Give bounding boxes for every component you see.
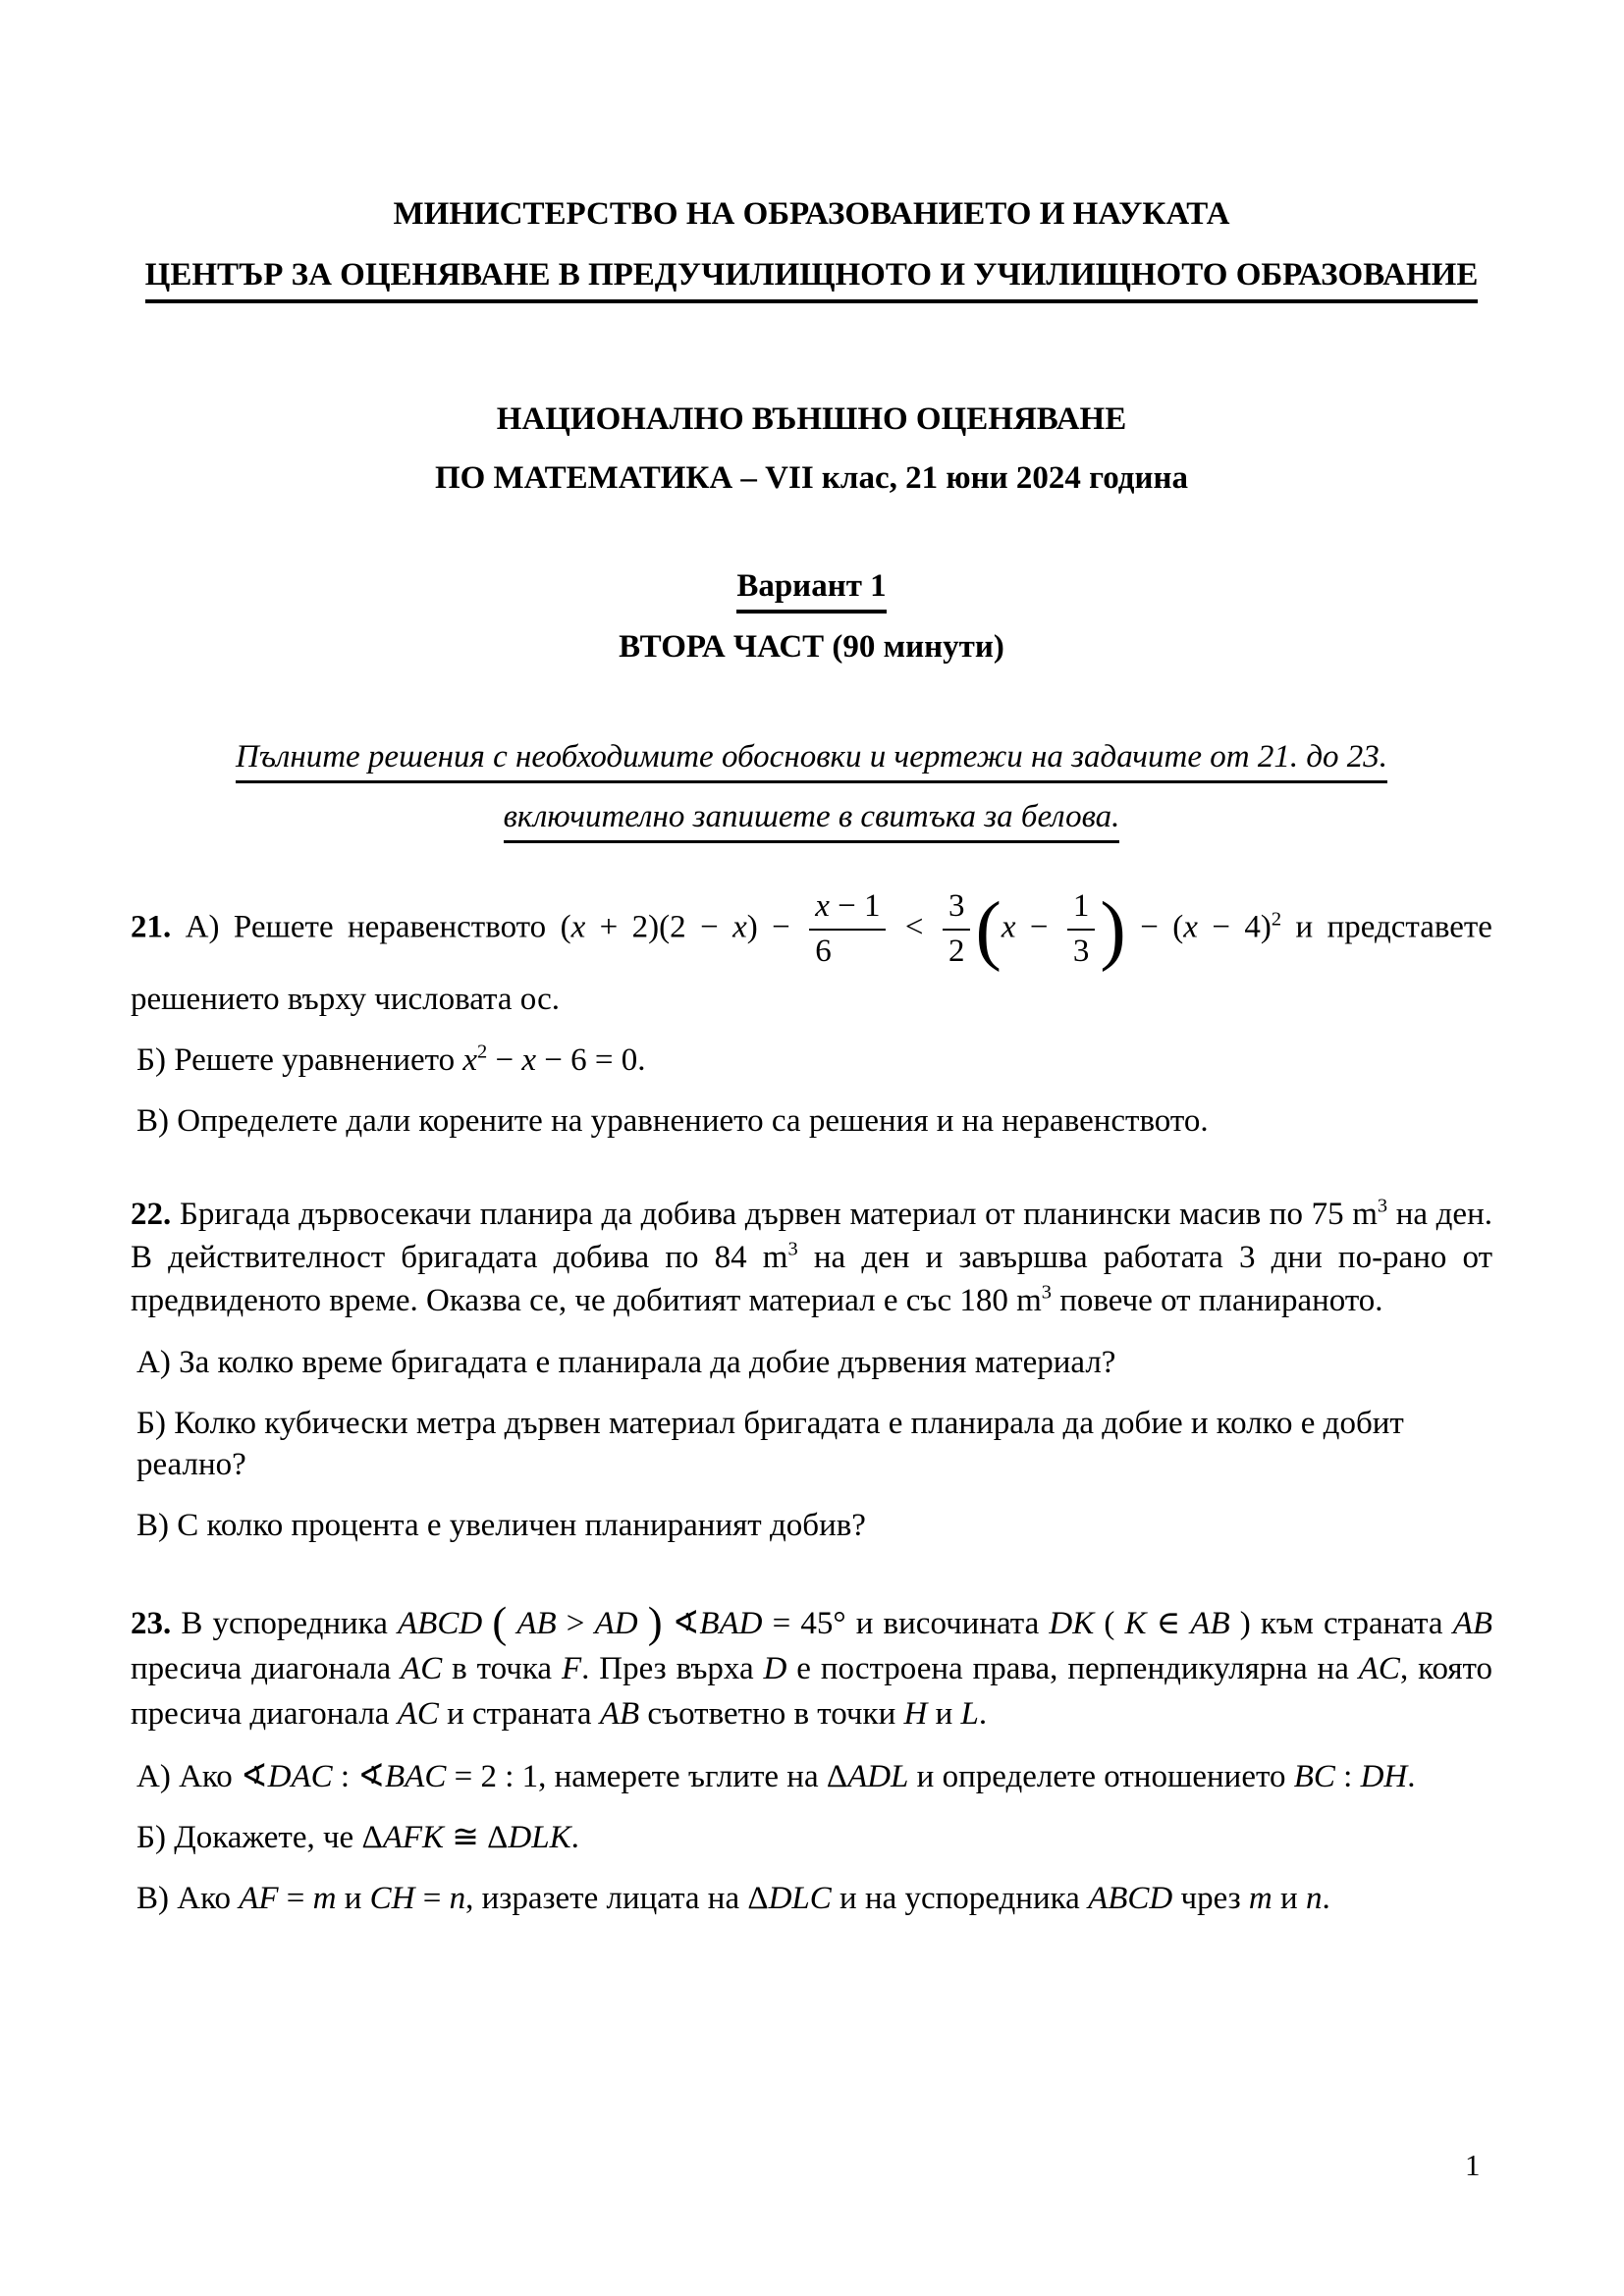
variant-label-text: Вариант 1 bbox=[736, 564, 886, 614]
problem-21-statement-line-2: решението върху числовата ос. bbox=[131, 981, 560, 1017]
problem-22-item-c: В) С колко процента е увеличен планираният добив? bbox=[136, 1507, 866, 1543]
problem-21-statement-line-1: 21. А) Решете неравенството (x + 2)(2 − x) − $\frac{x - 1}{6}$ < $\frac{3}{2}$ (x − $\frac{1}{3}$ ) − $(x - 4)^2$ и представете bbox=[131, 885, 1492, 973]
problem-22-statement: 22. Бригада дървосекачи планира да добива дървен материал от планински масив по 75 $m^3$ на ден. В действителност бригадата добива по 84 $m^3$ на ден и завършва работата 3 дни по-рано от предвиденото време. Оказва се, че добитият материал е със 180 $m^3$ повече от планираното. bbox=[131, 1195, 1492, 1318]
problem-21 bbox=[131, 885, 1492, 1142]
exam-subtitle: ПО МАТЕМАТИКА – VII клас, 21 юни 2024 година bbox=[434, 460, 1189, 496]
problem-23-statement: 23. В успоредника ABCD ( AB > AD ) ∢BAD = 45° и височината DK ( K ∈ AB ) към страната AB пресича диагонала AC в точка F. През върха D е построена права, перпендикулярна на AC, която пресича диагонала AC и страната AB съответно в точки H и L. bbox=[131, 1597, 1493, 1732]
page-content bbox=[131, 0, 1492, 1919]
variant-label bbox=[131, 564, 1492, 614]
problem-22-item-b: Б) Колко кубически метра дървен материал бригадата е планирала да добие и колко е добит реално? bbox=[136, 1405, 1404, 1482]
problem-23-item-a: А) Ако ∢DAC : ∢BAC = 2 : 1, намерете ъглите на ΔADL и определете отношението BC : DH. bbox=[136, 1758, 1416, 1794]
part-label: ВТОРА ЧАСТ (90 минути) bbox=[619, 629, 1004, 665]
page-number: 1 bbox=[1465, 2148, 1481, 2182]
problem-22-item-a: А) За колко време бригадата е планирала да добие дървения материал? bbox=[136, 1344, 1116, 1380]
center-header-text: ЦЕНТЪР ЗА ОЦЕНЯВАНЕ В ПРЕДУЧИЛИЩНОТО И УЧИЛИЩНОТО ОБРАЗОВАНИЕ bbox=[145, 253, 1479, 303]
problem-23-item-c: В) Ако AF = m и CH = n, изразете лицата на ΔDLC и на успоредника ABCD чрез m и n. bbox=[136, 1880, 1330, 1916]
problem-21-item-c: В) Определете дали корените на уравнението са решения и на неравенството. bbox=[136, 1102, 1209, 1139]
problem-23-item-b: Б) Докажете, че ΔAFK ≅ ΔDLK. bbox=[136, 1819, 579, 1855]
ministry-header: МИНИСТЕРСТВО НА ОБРАЗОВАНИЕТО И НАУКАТА bbox=[393, 196, 1230, 232]
problem-23 bbox=[131, 1597, 1493, 1919]
problem-22 bbox=[131, 1193, 1492, 1546]
problem-21-item-b: Б) Решете уравнението $x^2 - x - 6 = 0$. bbox=[136, 1041, 646, 1078]
instructions-line-2 bbox=[131, 795, 1492, 843]
instructions-line-2-text: включително запишете в свитъка за белова. bbox=[504, 795, 1120, 843]
instructions-line-1 bbox=[131, 735, 1492, 783]
instructions-line-1-text: Пълните решения с необходимите обосновки и чертежи на задачите от 21. до 23. bbox=[236, 735, 1387, 783]
exam-title: НАЦИОНАЛНО ВЪНШНО ОЦЕНЯВАНЕ bbox=[496, 401, 1127, 437]
center-header bbox=[131, 253, 1492, 303]
